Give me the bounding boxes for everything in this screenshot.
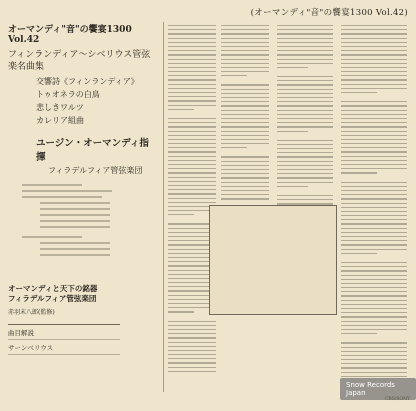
text-line: [221, 42, 269, 43]
text-line: [277, 144, 333, 145]
text-line: [341, 25, 407, 26]
text-line: [168, 185, 216, 186]
text-line: [341, 215, 407, 216]
text-line: [221, 54, 269, 55]
text-line: [168, 71, 216, 72]
track-item: 悲しきワルツ: [36, 103, 84, 112]
text-line: [341, 279, 407, 280]
text-line: [341, 54, 407, 55]
text-line: [341, 203, 407, 204]
text-line: [221, 198, 269, 199]
text-line: [168, 118, 216, 119]
text-line: [168, 75, 216, 76]
text-line: [168, 38, 216, 39]
notes-row: [8, 325, 120, 340]
text-line: [341, 190, 407, 191]
text-line: [277, 67, 308, 68]
text-line: [168, 50, 216, 51]
text-line: [168, 131, 216, 132]
text-line: [168, 92, 216, 93]
text-line: [221, 110, 269, 111]
photo-placeholder: [209, 205, 337, 315]
text-line: [277, 122, 333, 123]
text-line: [221, 50, 269, 51]
text-line: [341, 160, 407, 161]
text-line: [341, 75, 407, 76]
text-line: [221, 126, 269, 127]
text-line: [277, 110, 333, 111]
text-line: [277, 50, 333, 51]
text-line: [277, 59, 333, 60]
text-line: [341, 321, 407, 322]
notes-label: 曲目解説: [8, 329, 34, 337]
conductor-name: ユージン・オーマンディ指揮: [36, 138, 149, 163]
text-line: [341, 295, 407, 296]
text-line: [341, 211, 407, 212]
text-line: [221, 93, 269, 94]
text-line: [277, 161, 333, 162]
text-line: [168, 354, 216, 355]
text-line: [341, 351, 407, 352]
text-line: [341, 228, 407, 229]
track-item: 交響詩《フィンランディア》: [36, 77, 139, 86]
text-line: [341, 186, 407, 187]
text-line: [221, 89, 269, 90]
text-line: [168, 88, 216, 89]
text-line: [221, 143, 269, 144]
text-line: [221, 165, 269, 166]
text-line: [341, 291, 407, 292]
text-line: [277, 46, 333, 47]
text-line: [168, 337, 216, 338]
text-line: [168, 67, 216, 68]
text-line: [168, 325, 216, 326]
text-line: [341, 355, 407, 356]
text-line: [168, 362, 216, 363]
text-line: [221, 135, 269, 136]
promo-subtitle: 赤羽末八郎(監修): [8, 309, 55, 316]
text-line: [168, 172, 216, 173]
text-line: [341, 79, 407, 80]
text-line: [341, 367, 407, 368]
text-line: [277, 173, 333, 174]
text-line: [341, 262, 407, 263]
text-line: [341, 50, 407, 51]
track-list: [8, 75, 158, 127]
text-line: [277, 76, 333, 77]
text-line: [341, 135, 407, 136]
text-line: [341, 172, 377, 173]
text-line: [168, 139, 216, 140]
text-line: [341, 168, 407, 169]
text-line: [341, 207, 407, 208]
credits-block: [22, 184, 158, 256]
text-line: [277, 131, 308, 132]
text-line: [341, 59, 407, 60]
text-line: [168, 350, 216, 351]
text-line: [168, 193, 216, 194]
text-line: [277, 33, 333, 34]
text-line: [277, 93, 333, 94]
promo-line: フィラデルフィア管弦楽団: [8, 294, 97, 303]
text-line: [221, 147, 247, 148]
text-line: [168, 198, 216, 199]
text-line: [341, 316, 407, 317]
text-line: [221, 131, 269, 132]
text-line: [221, 182, 269, 183]
text-line: [168, 79, 216, 80]
text-line: [221, 190, 269, 191]
watermark: Snow Records Japan: [340, 378, 416, 400]
text-line: [341, 342, 407, 343]
text-line: [341, 240, 407, 241]
text-line: [277, 25, 333, 26]
text-line: [341, 300, 407, 301]
text-line: [341, 156, 407, 157]
text-line: [341, 266, 407, 267]
text-line: [341, 283, 407, 284]
text-line: [341, 308, 407, 309]
text-line: [168, 160, 216, 161]
text-line: [277, 169, 333, 170]
text-line: [168, 342, 216, 343]
text-line: [277, 80, 333, 81]
text-line: [168, 358, 216, 359]
text-line: [341, 363, 407, 364]
text-line: [341, 105, 407, 106]
text-line: [277, 140, 333, 141]
text-line: [168, 329, 216, 330]
text-line: [341, 372, 407, 373]
text-line: [341, 139, 407, 140]
track-item: トゥオネラの白鳥: [36, 90, 100, 99]
text-line: [341, 131, 407, 132]
text-line: [341, 182, 407, 183]
text-line: [221, 38, 269, 39]
text-line: [168, 321, 216, 322]
text-line: [341, 244, 407, 245]
text-line: [221, 71, 269, 72]
text-line: [277, 63, 333, 64]
text-line: [221, 59, 269, 60]
notes-row: [8, 340, 120, 355]
text-line: [341, 67, 407, 68]
text-line: [168, 202, 216, 203]
text-line: [168, 46, 216, 47]
text-line: [341, 92, 377, 93]
text-line: [277, 177, 333, 178]
text-line: [168, 105, 216, 106]
text-line: [341, 329, 407, 330]
text-line: [341, 198, 407, 199]
text-line: [221, 63, 269, 64]
text-line: [341, 275, 407, 276]
notes-label: サーンベリウス: [8, 344, 54, 352]
text-line: [277, 38, 333, 39]
text-line: [341, 101, 407, 102]
text-line: [168, 33, 216, 34]
text-line: [341, 312, 407, 313]
text-column-4: [341, 22, 411, 392]
text-line: [341, 194, 407, 195]
text-line: [277, 186, 308, 187]
series-header: (オーマンディ"音"の饗宴1300 Vol.42): [250, 8, 408, 18]
left-panel: [8, 22, 158, 390]
track-item: カレリア組曲: [36, 116, 84, 125]
text-line: [168, 126, 216, 127]
text-line: [341, 249, 407, 250]
text-line: [221, 75, 247, 76]
text-line: [221, 173, 269, 174]
text-line: [168, 96, 216, 97]
text-line: [221, 46, 269, 47]
text-line: [168, 177, 216, 178]
text-line: [277, 29, 333, 30]
text-line: [221, 122, 269, 123]
text-line: [168, 371, 216, 372]
text-line: [341, 118, 407, 119]
text-line: [168, 214, 194, 215]
text-line: [221, 84, 269, 85]
text-line: [168, 25, 216, 26]
text-line: [221, 67, 269, 68]
text-line: [341, 359, 407, 360]
text-line: [341, 270, 407, 271]
text-line: [341, 126, 407, 127]
text-line: [341, 29, 407, 30]
text-line: [168, 346, 216, 347]
text-line: [277, 195, 333, 196]
text-line: [277, 165, 333, 166]
text-line: [341, 46, 407, 47]
text-line: [277, 89, 333, 90]
text-line: [168, 54, 216, 55]
text-line: [221, 186, 269, 187]
text-line: [168, 42, 216, 43]
text-line: [168, 367, 216, 368]
text-line: [168, 29, 216, 30]
text-line: [341, 253, 377, 254]
text-line: [168, 147, 216, 148]
text-line: [168, 84, 216, 85]
text-line: [341, 164, 407, 165]
text-line: [221, 161, 269, 162]
text-line: [341, 232, 407, 233]
promo-block: [8, 284, 158, 316]
notes-box: [8, 324, 120, 390]
text-line: [277, 182, 333, 183]
text-line: [341, 71, 407, 72]
text-line: [341, 114, 407, 115]
text-line: [221, 25, 269, 26]
text-line: [221, 156, 269, 157]
text-line: [341, 88, 407, 89]
text-line: [168, 100, 216, 101]
text-line: [168, 109, 194, 110]
text-line: [341, 38, 407, 39]
text-line: [168, 168, 216, 169]
text-line: [277, 97, 333, 98]
text-line: [341, 33, 407, 34]
text-line: [341, 151, 407, 152]
orchestra-name: フィラデルフィア管弦楽団: [48, 166, 143, 175]
text-line: [277, 42, 333, 43]
text-line: [221, 169, 269, 170]
text-line: [277, 101, 333, 102]
text-line: [341, 304, 407, 305]
text-line: [221, 194, 269, 195]
text-line: [221, 105, 269, 106]
text-line: [168, 122, 216, 123]
text-line: [221, 97, 269, 98]
text-line: [277, 156, 333, 157]
text-line: [221, 177, 269, 178]
text-line: [221, 139, 269, 140]
text-line: [341, 325, 407, 326]
text-line: [168, 143, 216, 144]
promo-line: オーマンディと天下の銘器: [8, 284, 98, 293]
text-line: [341, 287, 407, 288]
series-title: オーマンディ"音"の饗宴1300 Vol.42: [8, 25, 132, 45]
text-line: [221, 29, 269, 30]
text-line: [221, 114, 269, 115]
text-line: [341, 110, 407, 111]
text-line: [277, 105, 333, 106]
text-line: [341, 219, 407, 220]
text-line: [168, 63, 216, 64]
text-line: [341, 143, 407, 144]
text-line: [341, 122, 407, 123]
footer-credit: CBS/SONY: [384, 397, 410, 402]
text-line: [277, 199, 333, 200]
text-line: [341, 84, 407, 85]
text-line: [277, 152, 333, 153]
text-line: [277, 118, 333, 119]
text-line: [168, 156, 216, 157]
text-line: [168, 181, 216, 182]
text-line: [341, 147, 407, 148]
text-line: [341, 376, 407, 377]
text-line: [341, 347, 407, 348]
text-line: [341, 236, 407, 237]
text-line: [341, 42, 407, 43]
text-line: [168, 311, 194, 312]
text-line: [168, 164, 216, 165]
text-line: [168, 189, 216, 190]
text-line: [341, 223, 407, 224]
text-line: [341, 333, 377, 334]
text-line: [221, 33, 269, 34]
text-line: [277, 114, 333, 115]
text-line: [168, 333, 216, 334]
text-line: [277, 54, 333, 55]
text-line: [277, 84, 333, 85]
text-line: [277, 148, 333, 149]
text-line: [168, 59, 216, 60]
text-line: [221, 118, 269, 119]
album-title: フィンランディア～シベリウス管弦楽名曲集: [8, 50, 151, 72]
text-line: [277, 126, 333, 127]
text-line: [221, 101, 269, 102]
text-line: [341, 63, 407, 64]
text-line: [168, 135, 216, 136]
text-line: [168, 151, 216, 152]
